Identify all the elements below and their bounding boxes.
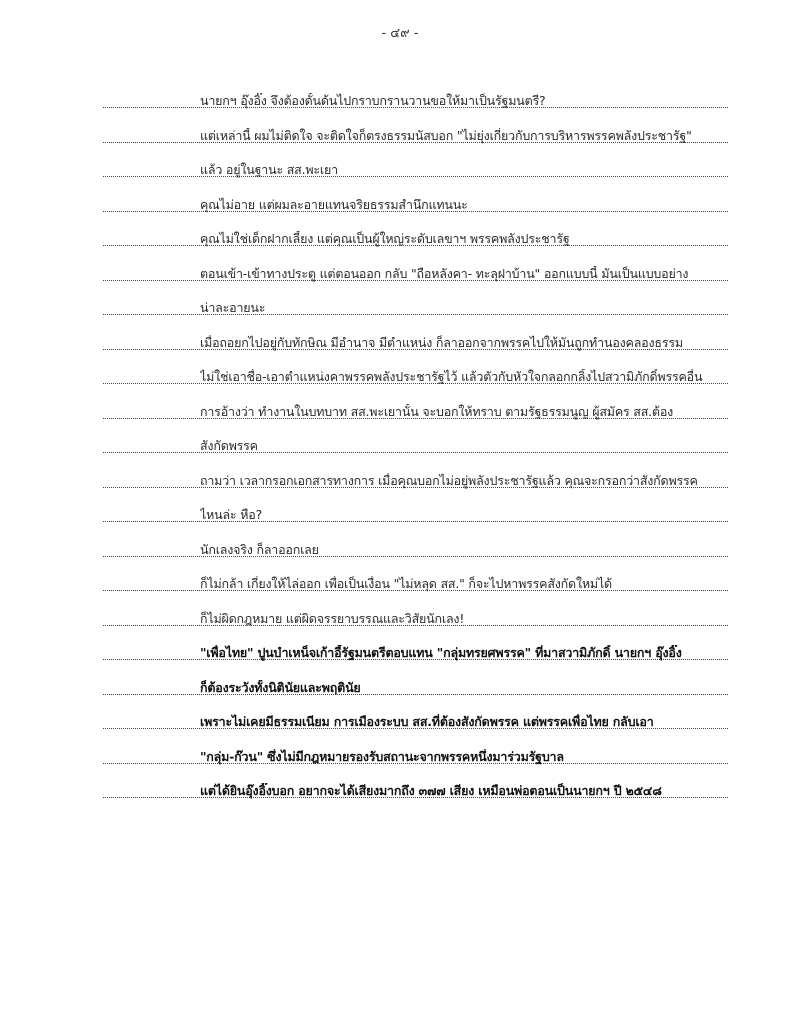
text-line (0, 433, 800, 468)
text-line (0, 778, 800, 813)
text-line (0, 571, 800, 606)
text-line (0, 744, 800, 779)
line-text: "กลุ่ม-ก๊วน" ซึ่งไม่มีกฎหมายรองรับสถานะจากพรรคหนึ่งมาร่วมรัฐบาล (200, 748, 564, 764)
line-text: เมื่อถอยกไปอยู่กับทักษิณ มีอำนาจ มีตำแหน่ง ก็ลาออกจากพรรคไปให้มันถูกทำนองคลองธรรม (200, 334, 683, 350)
line-text: แต่ได้ยินอุ๊งอิ๊งบอก อยากจะได้เสียงมากถึง ๓๗๗ เสียง เหมือนพ่อตอนเป็นนายกฯ ปี ๒๕๔๘ (200, 783, 662, 798)
line-text: ก็ต้องระวังทั้งนิตินัยและพฤตินัย (200, 679, 361, 695)
line-text: แต่เหล่านี้ ผมไม่ติดใจ จะติดใจก็ตรงธรรมนัสบอก "ไม่ยุ่งเกี่ยวกับการบริหารพรรคพลังประชารัฐ" (200, 127, 692, 143)
text-line (0, 709, 800, 744)
line-text: "เพื่อไทย" ปูนบำเหน็จเก้าอี้รัฐมนตรีตอบแทน "กลุ่มทรยศพรรค" ที่มาสวามิภักดิ์ นายกฯ อุ๊งอิ๊ง (200, 645, 682, 660)
line-text: การอ้างว่า ทำงานในบทบาท สส.พะเยานั้น จะบอกให้ทราบ ตามรัฐธรรมนูญ ผู้สมัคร สส.ต้อง (200, 403, 674, 419)
line-text: ก็ไม่ผิดกฎหมาย แต่ผิดจรรยาบรรณและวิสัยนักเลง! (200, 610, 465, 626)
line-text: สังกัดพรรค (200, 438, 258, 453)
text-line (0, 330, 800, 365)
line-text: ไม่ใช่เอาชื่อ-เอาตำแหน่งคาพรรคพลังประชารัฐไว้ แล้วตัวกับหัวใจกลอกกลิ้งไปสวามิภักดิ์พรรคอื่น (200, 369, 703, 384)
text-line (0, 537, 800, 572)
line-text: ไหนล่ะ หือ? (200, 507, 263, 522)
text-line (0, 295, 800, 330)
text-line (0, 157, 800, 192)
line-text: เพราะไม่เคยมีธรรมเนียม การเมืองระบบ สส.ที่ต้องสังกัดพรรค แต่พรรคเพื่อไทย กลับเอา (200, 714, 654, 729)
text-line (0, 192, 800, 227)
text-line (0, 123, 800, 158)
text-line (0, 364, 800, 399)
page-number: - ๔๙ - (381, 26, 419, 41)
line-text: น่าละอายนะ (200, 300, 266, 315)
text-line (0, 675, 800, 710)
line-text: ก็ไม่กล้า เกี่ยงให้ไล่ออก เพื่อเป็นเงื่อน "ไม่หลุด สส." ก็จะไปหาพรรคสังกัดใหม่ได้ (200, 576, 612, 591)
document-body (0, 88, 800, 813)
text-line (0, 502, 800, 537)
text-line (0, 261, 800, 296)
line-text: คุณไม่ใช่เด็กฝากเลี้ยง แต่คุณเป็นผู้ใหญ่ระดับเลขาฯ พรรคพลังประชารัฐ (200, 231, 570, 246)
text-line (0, 399, 800, 434)
text-line (0, 640, 800, 675)
line-text: แล้ว อยู่ในฐานะ สส.พะเยา (200, 162, 338, 177)
text-line (0, 468, 800, 503)
text-line (0, 606, 800, 641)
line-text: ถามว่า เวลากรอกเอกสารทางการ เมื่อคุณบอกไม่อยู่พลังประชารัฐแล้ว คุณจะกรอกว่าสังกัดพรรค (200, 472, 698, 488)
line-text: นักเลงจริง ก็ลาออกเลย (200, 541, 319, 557)
line-text: คุณไม่อาย แต่ผมละอายแทนจริยธรรมสำนึกแทนนะ (200, 196, 468, 212)
text-line (0, 226, 800, 261)
line-text: ตอนเข้า-เข้าทางประตู แต่ตอนออก กลับ "ถือหลังคา- ทะลุฝาบ้าน" ออกแบบนี้ มันเป็นแบบอย่าง (200, 265, 689, 281)
text-line (0, 88, 800, 123)
line-text: นายกฯ อุ๊งอิ๊ง จึงต้องดั้นด้นไปกราบกรานวานขอให้มาเป็นรัฐมนตรี? (200, 93, 546, 108)
